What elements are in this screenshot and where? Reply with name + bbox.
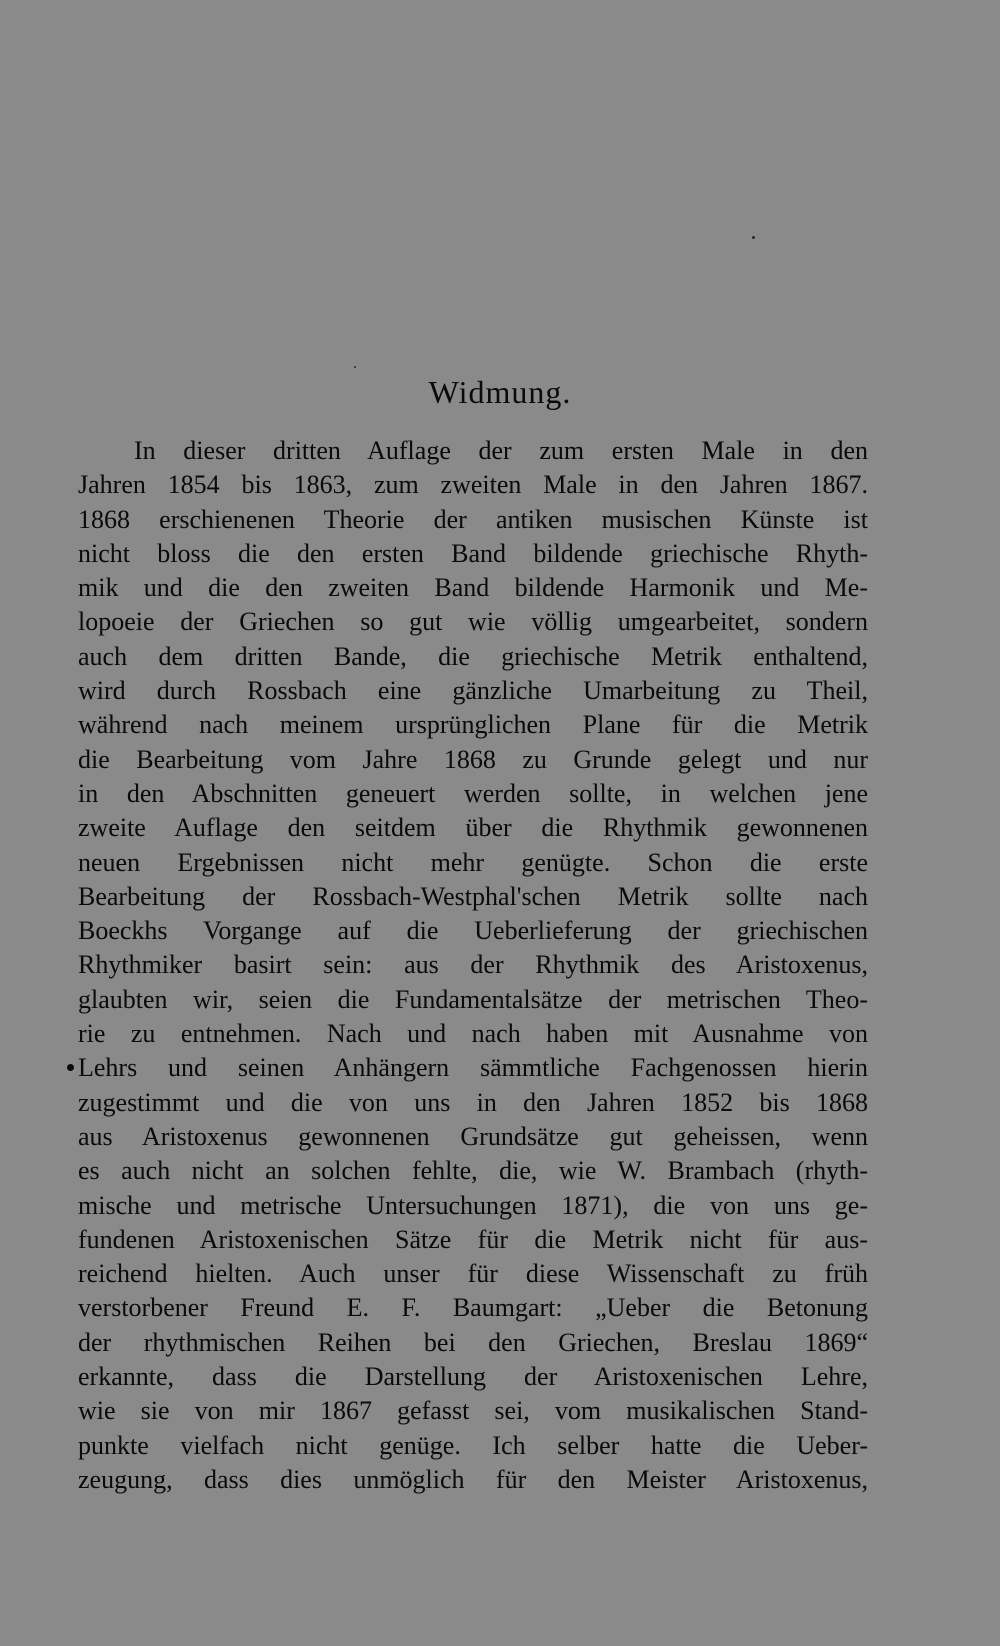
- text-line: während nach meinem ursprünglichen Plane für die Metrik: [78, 710, 868, 740]
- text-line: zugestimmt und die von uns in den Jahren 1852 bis 1868: [78, 1087, 868, 1117]
- text-line: neuen Ergebnissen nicht mehr genügte. Schon die erste: [78, 847, 868, 877]
- text-line: rie zu entnehmen. Nach und nach haben mit Ausnahme von: [78, 1019, 868, 1049]
- text-line: zeugung, dass dies unmöglich für den Meister Aristoxenus,: [78, 1464, 868, 1494]
- dedication-heading: Widmung.: [428, 374, 572, 410]
- text-line: Rhythmiker basirt sein: aus der Rhythmik des Aristoxenus,: [78, 950, 868, 980]
- text-line: verstorbener Freund E. F. Baumgart: „Ueber die Betonung: [78, 1293, 868, 1323]
- print-speck: [354, 366, 356, 368]
- text-line: in den Abschnitten geneuert werden sollte, in welchen jene: [78, 778, 868, 808]
- text-line: Boeckhs Vorgange auf die Ueberlieferung der griechischen: [78, 916, 868, 946]
- text-line: mik und die den zweiten Band bildende Harmonik und Me-: [78, 573, 868, 603]
- text-line: aus Aristoxenus gewonnenen Grundsätze gut geheissen, wenn: [78, 1121, 868, 1151]
- text-line: punkte vielfach nicht genüge. Ich selber hatte die Ueber-: [78, 1430, 868, 1460]
- print-speck: [752, 236, 755, 239]
- text-line: zweite Auflage den seitdem über die Rhythmik gewonnenen: [78, 813, 868, 843]
- text-line: lopoeie der Griechen so gut wie völlig umgearbeitet, sondern: [78, 607, 868, 637]
- text-line: erkannte, dass die Darstellung der Aristoxenischen Lehre,: [78, 1362, 868, 1392]
- text-line: wie sie von mir 1867 gefasst sei, vom musikalischen Stand-: [78, 1396, 868, 1426]
- text-line: mische und metrische Untersuchungen 1871), die von uns ge-: [78, 1190, 868, 1220]
- text-line: es auch nicht an solchen fehlte, die, wie W. Brambach (rhyth-: [78, 1156, 868, 1186]
- dedication-body: [78, 434, 868, 1497]
- text-line: 1868 erschienenen Theorie der antiken musischen Künste ist: [78, 504, 868, 534]
- text-line: auch dem dritten Bande, die griechische Metrik enthaltend,: [78, 641, 868, 671]
- text-line: fundenen Aristoxenischen Sätze für die Metrik nicht für aus-: [78, 1224, 868, 1254]
- text-line: Bearbeitung der Rossbach-Westphal'schen Metrik sollte nach: [78, 881, 868, 911]
- text-line: wird durch Rossbach eine gänzliche Umarbeitung zu Theil,: [78, 676, 868, 706]
- text-line: Jahren 1854 bis 1863, zum zweiten Male in den Jahren 1867.: [78, 470, 868, 500]
- text-line: Lehrs und seinen Anhängern sämmtliche Fachgenossen hierin: [78, 1053, 868, 1083]
- text-line: reichend hielten. Auch unser für diese Wissenschaft zu früh: [78, 1259, 868, 1289]
- text-line: nicht bloss die den ersten Band bildende griechische Rhyth-: [78, 538, 868, 568]
- text-line: der rhythmischen Reihen bei den Griechen, Breslau 1869“: [78, 1327, 868, 1357]
- text-line: In dieser dritten Auflage der zum ersten Male in den: [134, 436, 868, 465]
- margin-bullet-mark: [67, 1064, 74, 1071]
- text-line: die Bearbeitung vom Jahre 1868 zu Grunde gelegt und nur: [78, 744, 868, 774]
- text-line: glaubten wir, seien die Fundamentalsätze der metrischen Theo-: [78, 984, 868, 1014]
